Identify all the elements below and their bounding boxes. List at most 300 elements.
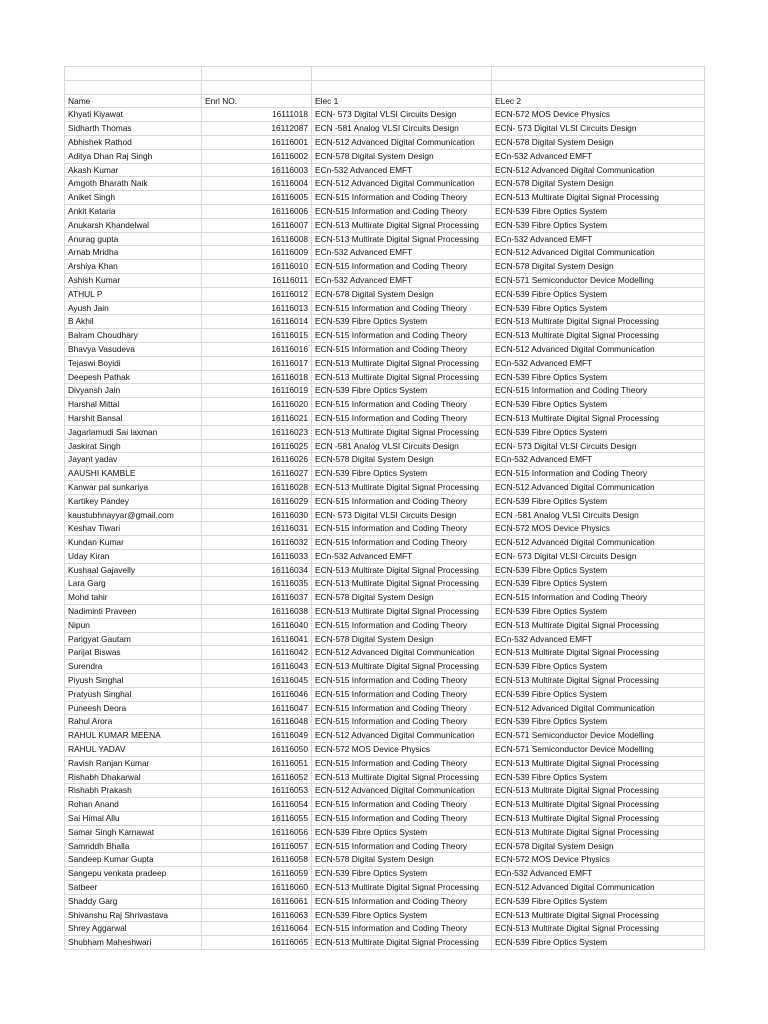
student-name-cell: Sandeep Kumar Gupta	[65, 853, 202, 867]
spreadsheet-table	[64, 66, 705, 950]
table-row	[65, 729, 705, 743]
elective-2-cell: ECN-513 Multirate Digital Signal Processing	[492, 191, 705, 205]
elective-2-cell: ECN-578 Digital System Design	[492, 260, 705, 274]
table-row	[65, 522, 705, 536]
elective-2-cell: ECN-571 Semiconductor Device Modelling	[492, 743, 705, 757]
elective-2-cell: ECN-513 Multirate Digital Signal Processing	[492, 825, 705, 839]
enrollment-number-cell: 16116058	[202, 853, 312, 867]
student-name-cell: Pratyush Singhal	[65, 687, 202, 701]
student-name-cell: AAUSHI KAMBLE	[65, 467, 202, 481]
elective-1-cell: ECn-532 Advanced EMFT	[312, 246, 492, 260]
elective-2-cell: ECN-578 Digital System Design	[492, 135, 705, 149]
table-row	[65, 273, 705, 287]
elective-2-cell: ECN-513 Multirate Digital Signal Processing	[492, 798, 705, 812]
student-name-cell: Ankit Kataria	[65, 204, 202, 218]
enrollment-number-cell: 16116041	[202, 632, 312, 646]
enrollment-number-cell: 16116010	[202, 260, 312, 274]
enrollment-number-cell: 16116026	[202, 453, 312, 467]
student-name-cell: RAHUL YADAV	[65, 743, 202, 757]
enrollment-number-cell: 16116049	[202, 729, 312, 743]
elective-2-cell: ECN-513 Multirate Digital Signal Processing	[492, 674, 705, 688]
table-row	[65, 743, 705, 757]
student-name-cell: Ravish Ranjan Kumar	[65, 756, 202, 770]
elective-2-cell: ECN-513 Multirate Digital Signal Processing	[492, 411, 705, 425]
student-name-cell: kaustubhnayyar@gmail.com	[65, 508, 202, 522]
table-row	[65, 425, 705, 439]
student-name-cell: Satbeer	[65, 881, 202, 895]
elective-2-cell: ECN-539 Fibre Optics System	[492, 577, 705, 591]
elective-1-cell: ECN-513 Multirate Digital Signal Processing	[312, 605, 492, 619]
enrollment-number-cell: 16116046	[202, 687, 312, 701]
elective-2-cell: ECN-513 Multirate Digital Signal Processing	[492, 922, 705, 936]
table-row	[65, 536, 705, 550]
elective-2-cell: ECN-512 Advanced Digital Communication	[492, 881, 705, 895]
enrollment-number-cell: 16116016	[202, 342, 312, 356]
enrollment-number-cell: 16116001	[202, 135, 312, 149]
student-name-cell: Ashish Kumar	[65, 273, 202, 287]
elective-2-cell: ECN-539 Fibre Optics System	[492, 204, 705, 218]
elective-1-cell: ECN-539 Fibre Optics System	[312, 825, 492, 839]
student-name-cell: Mohd tahir	[65, 591, 202, 605]
elective-1-cell: ECN-515 Information and Coding Theory	[312, 798, 492, 812]
enrollment-number-cell: 16116004	[202, 177, 312, 191]
table-row	[65, 591, 705, 605]
elective-1-cell: ECN -581 Analog VLSI Circuits Design	[312, 122, 492, 136]
table-row	[65, 674, 705, 688]
student-name-cell: Rishabh Dhakarwal	[65, 770, 202, 784]
student-name-cell: Kanwar pal sunkariya	[65, 480, 202, 494]
elective-1-cell: ECN-515 Information and Coding Theory	[312, 701, 492, 715]
elective-1-cell: ECN-515 Information and Coding Theory	[312, 894, 492, 908]
student-name-cell: Surendra	[65, 660, 202, 674]
enrollment-number-cell: 16116053	[202, 784, 312, 798]
elective-1-cell: ECN-515 Information and Coding Theory	[312, 687, 492, 701]
elective-2-cell: ECN- 573 Digital VLSI Circuits Design	[492, 549, 705, 563]
header-row	[65, 94, 705, 108]
elective-2-cell: ECN-512 Advanced Digital Communication	[492, 536, 705, 550]
student-name-cell: Amgoth Bharath Naik	[65, 177, 202, 191]
student-name-cell: Jayant yadav	[65, 453, 202, 467]
elective-1-cell: ECN-513 Multirate Digital Signal Processing	[312, 577, 492, 591]
student-name-cell: Harshal Mittal	[65, 398, 202, 412]
elective-2-cell: ECn-532 Advanced EMFT	[492, 453, 705, 467]
elective-2-cell: ECN- 573 Digital VLSI Circuits Design	[492, 439, 705, 453]
elective-1-cell: ECN-512 Advanced Digital Communication	[312, 784, 492, 798]
elective-2-cell: ECN-539 Fibre Optics System	[492, 894, 705, 908]
enrollment-number-cell: 16116061	[202, 894, 312, 908]
student-name-cell: Rishabh Prakash	[65, 784, 202, 798]
table-row	[65, 370, 705, 384]
elective-1-cell: ECN-515 Information and Coding Theory	[312, 411, 492, 425]
table-row	[65, 508, 705, 522]
table-row	[65, 715, 705, 729]
enrollment-number-cell: 16116060	[202, 881, 312, 895]
enrollment-number-cell: 16116029	[202, 494, 312, 508]
table-row	[65, 287, 705, 301]
table-row	[65, 756, 705, 770]
elective-1-cell: ECN-515 Information and Coding Theory	[312, 839, 492, 853]
student-name-cell: Jaskirat Singh	[65, 439, 202, 453]
enrollment-number-cell: 16116005	[202, 191, 312, 205]
enrollment-number-cell: 16116056	[202, 825, 312, 839]
table-row	[65, 867, 705, 881]
table-row	[65, 149, 705, 163]
enrollment-number-cell: 16116051	[202, 756, 312, 770]
elective-2-cell: ECN-571 Semiconductor Device Modelling	[492, 729, 705, 743]
table-row	[65, 398, 705, 412]
elective-2-cell: ECN- 573 Digital VLSI Circuits Design	[492, 122, 705, 136]
elective-2-cell: ECn-532 Advanced EMFT	[492, 149, 705, 163]
enrollment-number-cell: 16116006	[202, 204, 312, 218]
elective-1-cell: ECN-539 Fibre Optics System	[312, 315, 492, 329]
student-name-cell: Khyati Kiyawat	[65, 108, 202, 122]
enrollment-number-cell: 16112087	[202, 122, 312, 136]
enrollment-number-cell: 16116052	[202, 770, 312, 784]
student-name-cell: Kundan Kumar	[65, 536, 202, 550]
elective-1-cell: ECN -581 Analog VLSI Circuits Design	[312, 439, 492, 453]
elective-1-cell: ECN-578 Digital System Design	[312, 149, 492, 163]
enrollment-number-cell: 16116057	[202, 839, 312, 853]
elective-2-cell: ECN-539 Fibre Optics System	[492, 660, 705, 674]
elective-2-cell: ECN-539 Fibre Optics System	[492, 770, 705, 784]
elective-2-cell: ECN-539 Fibre Optics System	[492, 563, 705, 577]
student-name-cell: Abhishek Rathod	[65, 135, 202, 149]
elective-2-cell: ECN-513 Multirate Digital Signal Processing	[492, 329, 705, 343]
elective-1-cell: ECN-578 Digital System Design	[312, 632, 492, 646]
header-elective-1: Elec 1	[312, 94, 492, 108]
elective-1-cell: ECN-515 Information and Coding Theory	[312, 494, 492, 508]
elective-2-cell: ECN-512 Advanced Digital Communication	[492, 480, 705, 494]
elective-1-cell: ECN-513 Multirate Digital Signal Processing	[312, 356, 492, 370]
elective-2-cell: ECN-515 Information and Coding Theory	[492, 467, 705, 481]
enrollment-number-cell: 16116013	[202, 301, 312, 315]
table-row	[65, 687, 705, 701]
student-name-cell: Piyush Singhal	[65, 674, 202, 688]
table-row	[65, 494, 705, 508]
table-row	[65, 618, 705, 632]
table-row	[65, 853, 705, 867]
elective-2-cell: ECN-571 Semiconductor Device Modelling	[492, 273, 705, 287]
student-name-cell: Balram Choudhary	[65, 329, 202, 343]
table-row	[65, 632, 705, 646]
enrollment-number-cell: 16116063	[202, 908, 312, 922]
elective-1-cell: ECN-515 Information and Coding Theory	[312, 398, 492, 412]
elective-2-cell: ECN-512 Advanced Digital Communication	[492, 701, 705, 715]
empty-cell	[492, 80, 705, 94]
elective-1-cell: ECN-513 Multirate Digital Signal Processing	[312, 881, 492, 895]
student-name-cell: Samriddh Bhalla	[65, 839, 202, 853]
elective-2-cell: ECN-513 Multirate Digital Signal Processing	[492, 812, 705, 826]
student-name-cell: Lara Garg	[65, 577, 202, 591]
student-name-cell: Shaddy Garg	[65, 894, 202, 908]
header-elective-2: ELec 2	[492, 94, 705, 108]
student-name-cell: Anurag gupta	[65, 232, 202, 246]
table-row	[65, 770, 705, 784]
elective-1-cell: ECN-515 Information and Coding Theory	[312, 756, 492, 770]
student-name-cell: Nipun	[65, 618, 202, 632]
student-name-cell: Anukarsh Khandelwal	[65, 218, 202, 232]
enrollment-number-cell: 16116023	[202, 425, 312, 439]
table-row	[65, 329, 705, 343]
enrollment-number-cell: 16116017	[202, 356, 312, 370]
elective-2-cell: ECN-513 Multirate Digital Signal Processing	[492, 315, 705, 329]
elective-1-cell: ECN-578 Digital System Design	[312, 853, 492, 867]
table-row	[65, 246, 705, 260]
student-name-cell: Kartikey Pandey	[65, 494, 202, 508]
enrollment-number-cell: 16116045	[202, 674, 312, 688]
elective-1-cell: ECn-532 Advanced EMFT	[312, 163, 492, 177]
elective-1-cell: ECn-532 Advanced EMFT	[312, 549, 492, 563]
table-row	[65, 881, 705, 895]
table-row	[65, 839, 705, 853]
empty-cell	[492, 67, 705, 81]
student-name-cell: Sidharth Thomas	[65, 122, 202, 136]
enrollment-number-cell: 16116007	[202, 218, 312, 232]
elective-1-cell: ECN-512 Advanced Digital Communication	[312, 135, 492, 149]
empty-cell	[312, 80, 492, 94]
elective-2-cell: ECN -581 Analog VLSI Circuits Design	[492, 508, 705, 522]
table-row	[65, 467, 705, 481]
elective-2-cell: ECN-512 Advanced Digital Communication	[492, 246, 705, 260]
elective-2-cell: ECN-513 Multirate Digital Signal Processing	[492, 756, 705, 770]
elective-2-cell: ECn-532 Advanced EMFT	[492, 867, 705, 881]
enrollment-number-cell: 16116048	[202, 715, 312, 729]
enrollment-number-cell: 16116043	[202, 660, 312, 674]
enrollment-number-cell: 16116020	[202, 398, 312, 412]
student-name-cell: Keshav Tiwari	[65, 522, 202, 536]
enrollment-number-cell: 16116019	[202, 384, 312, 398]
enrollment-number-cell: 16116014	[202, 315, 312, 329]
elective-1-cell: ECN- 573 Digital VLSI Circuits Design	[312, 108, 492, 122]
elective-2-cell: ECN-513 Multirate Digital Signal Processing	[492, 784, 705, 798]
table-row	[65, 894, 705, 908]
elective-2-cell: ECN-515 Information and Coding Theory	[492, 591, 705, 605]
enrollment-number-cell: 16116042	[202, 646, 312, 660]
elective-1-cell: ECN-515 Information and Coding Theory	[312, 191, 492, 205]
table-row	[65, 798, 705, 812]
empty-cell	[65, 80, 202, 94]
table-row	[65, 384, 705, 398]
table-row	[65, 646, 705, 660]
elective-1-cell: ECN-513 Multirate Digital Signal Processing	[312, 425, 492, 439]
table-row	[65, 453, 705, 467]
table-row	[65, 218, 705, 232]
table-row	[65, 260, 705, 274]
elective-1-cell: ECN-539 Fibre Optics System	[312, 867, 492, 881]
enrollment-number-cell: 16116031	[202, 522, 312, 536]
elective-1-cell: ECN-515 Information and Coding Theory	[312, 342, 492, 356]
student-name-cell: Aditya Dhan Raj Singh	[65, 149, 202, 163]
student-name-cell: Bhavya Vasudeva	[65, 342, 202, 356]
table-row	[65, 701, 705, 715]
enrollment-number-cell: 16116038	[202, 605, 312, 619]
table-row	[65, 411, 705, 425]
elective-2-cell: ECN-512 Advanced Digital Communication	[492, 342, 705, 356]
enrollment-number-cell: 16116064	[202, 922, 312, 936]
enrollment-number-cell: 16116027	[202, 467, 312, 481]
student-name-cell: Rahul Arora	[65, 715, 202, 729]
elective-1-cell: ECN-512 Advanced Digital Communication	[312, 729, 492, 743]
table-row	[65, 812, 705, 826]
elective-2-cell: ECN-539 Fibre Optics System	[492, 398, 705, 412]
elective-2-cell: ECN-515 Information and Coding Theory	[492, 384, 705, 398]
student-name-cell: Jagarlamudi Sai laxman	[65, 425, 202, 439]
elective-1-cell: ECN-515 Information and Coding Theory	[312, 674, 492, 688]
enrollment-number-cell: 16116040	[202, 618, 312, 632]
student-name-cell: Parigyat Gautam	[65, 632, 202, 646]
student-name-cell: Shivanshu Raj Shrivastava	[65, 908, 202, 922]
enrollment-number-cell: 16116065	[202, 936, 312, 950]
header-enrollment-number: Enrl NO.	[202, 94, 312, 108]
enrollment-number-cell: 16116030	[202, 508, 312, 522]
student-name-cell: Harshit Bansal	[65, 411, 202, 425]
elective-1-cell: ECN-539 Fibre Optics System	[312, 908, 492, 922]
empty-cell	[202, 67, 312, 81]
table-row	[65, 356, 705, 370]
enrollment-number-cell: 16116018	[202, 370, 312, 384]
enrollment-number-cell: 16116003	[202, 163, 312, 177]
enrollment-number-cell: 16116002	[202, 149, 312, 163]
elective-2-cell: ECN-578 Digital System Design	[492, 177, 705, 191]
elective-1-cell: ECn-532 Advanced EMFT	[312, 273, 492, 287]
elective-1-cell: ECN-578 Digital System Design	[312, 591, 492, 605]
table-row	[65, 163, 705, 177]
empty-cell	[312, 67, 492, 81]
elective-2-cell: ECN-572 MOS Device Physics	[492, 522, 705, 536]
elective-2-cell: ECN-539 Fibre Optics System	[492, 687, 705, 701]
table-row	[65, 204, 705, 218]
elective-1-cell: ECN-513 Multirate Digital Signal Processing	[312, 563, 492, 577]
student-name-cell: Aniket Singh	[65, 191, 202, 205]
table-row	[65, 605, 705, 619]
elective-2-cell: ECN-572 MOS Device Physics	[492, 108, 705, 122]
elective-1-cell: ECN-513 Multirate Digital Signal Processing	[312, 370, 492, 384]
student-name-cell: Parijat Biswas	[65, 646, 202, 660]
student-name-cell: Sai Himal Allu	[65, 812, 202, 826]
enrollment-number-cell: 16116055	[202, 812, 312, 826]
student-name-cell: Puneesh Deora	[65, 701, 202, 715]
enrollment-number-cell: 16116025	[202, 439, 312, 453]
elective-2-cell: ECN-539 Fibre Optics System	[492, 494, 705, 508]
enrollment-number-cell: 16116028	[202, 480, 312, 494]
elective-1-cell: ECN-515 Information and Coding Theory	[312, 618, 492, 632]
table-row	[65, 908, 705, 922]
elective-2-cell: ECN-539 Fibre Optics System	[492, 715, 705, 729]
table-row	[65, 232, 705, 246]
enrollment-number-cell: 16116032	[202, 536, 312, 550]
elective-1-cell: ECN-572 MOS Device Physics	[312, 743, 492, 757]
elective-2-cell: ECN-539 Fibre Optics System	[492, 425, 705, 439]
student-name-cell: Shrey Aggarwal	[65, 922, 202, 936]
table-row	[65, 122, 705, 136]
student-name-cell: Uday Kiran	[65, 549, 202, 563]
table-row	[65, 439, 705, 453]
enrollment-number-cell: 16116037	[202, 591, 312, 605]
empty-row	[65, 67, 705, 81]
enrollment-number-cell: 16116059	[202, 867, 312, 881]
elective-2-cell: ECN-539 Fibre Optics System	[492, 936, 705, 950]
student-name-cell: Akash Kumar	[65, 163, 202, 177]
elective-1-cell: ECN-512 Advanced Digital Communication	[312, 646, 492, 660]
student-name-cell: ATHUL P	[65, 287, 202, 301]
student-name-cell: Kushaal Gajavelly	[65, 563, 202, 577]
elective-1-cell: ECN-515 Information and Coding Theory	[312, 922, 492, 936]
elective-1-cell: ECN-513 Multirate Digital Signal Processing	[312, 660, 492, 674]
elective-1-cell: ECN-515 Information and Coding Theory	[312, 260, 492, 274]
table-row	[65, 480, 705, 494]
table-row	[65, 784, 705, 798]
enrollment-number-cell: 16116011	[202, 273, 312, 287]
elective-1-cell: ECN-515 Information and Coding Theory	[312, 536, 492, 550]
enrollment-number-cell: 16111018	[202, 108, 312, 122]
student-name-cell: RAHUL KUMAR MEENA	[65, 729, 202, 743]
student-name-cell: Nadiminti Praveen	[65, 605, 202, 619]
elective-2-cell: ECn-532 Advanced EMFT	[492, 232, 705, 246]
student-name-cell: Arnab Mridha	[65, 246, 202, 260]
elective-2-cell: ECN-539 Fibre Optics System	[492, 287, 705, 301]
table-row	[65, 315, 705, 329]
student-name-cell: Samar Singh Karnawat	[65, 825, 202, 839]
student-name-cell: Tejaswi Boyidi	[65, 356, 202, 370]
elective-1-cell: ECN-515 Information and Coding Theory	[312, 329, 492, 343]
student-name-cell: Divyansh Jain	[65, 384, 202, 398]
table-row	[65, 342, 705, 356]
elective-2-cell: ECN-539 Fibre Optics System	[492, 301, 705, 315]
enrollment-number-cell: 16116054	[202, 798, 312, 812]
elective-1-cell: ECN-539 Fibre Optics System	[312, 384, 492, 398]
elective-1-cell: ECN-515 Information and Coding Theory	[312, 204, 492, 218]
elective-2-cell: ECn-532 Advanced EMFT	[492, 356, 705, 370]
elective-1-cell: ECN-578 Digital System Design	[312, 287, 492, 301]
enrollment-number-cell: 16116047	[202, 701, 312, 715]
student-name-cell: Deepesh Pathak	[65, 370, 202, 384]
student-name-cell: B Akhil	[65, 315, 202, 329]
elective-1-cell: ECN-515 Information and Coding Theory	[312, 812, 492, 826]
elective-1-cell: ECN-513 Multirate Digital Signal Processing	[312, 770, 492, 784]
empty-row	[65, 80, 705, 94]
student-name-cell: Arshiya Khan	[65, 260, 202, 274]
table-row	[65, 191, 705, 205]
empty-cell	[202, 80, 312, 94]
elective-1-cell: ECN- 573 Digital VLSI Circuits Design	[312, 508, 492, 522]
student-name-cell: Sangepu venkata pradeep	[65, 867, 202, 881]
elective-1-cell: ECN-539 Fibre Optics System	[312, 467, 492, 481]
table-row	[65, 922, 705, 936]
table-row	[65, 577, 705, 591]
enrollment-number-cell: 16116034	[202, 563, 312, 577]
enrollment-number-cell: 16116012	[202, 287, 312, 301]
table-row	[65, 936, 705, 950]
elective-2-cell: ECn-532 Advanced EMFT	[492, 632, 705, 646]
elective-2-cell: ECN-539 Fibre Optics System	[492, 605, 705, 619]
enrollment-number-cell: 16116021	[202, 411, 312, 425]
elective-1-cell: ECN-513 Multirate Digital Signal Processing	[312, 936, 492, 950]
elective-2-cell: ECN-539 Fibre Optics System	[492, 218, 705, 232]
elective-1-cell: ECN-515 Information and Coding Theory	[312, 715, 492, 729]
elective-1-cell: ECN-512 Advanced Digital Communication	[312, 177, 492, 191]
elective-2-cell: ECN-513 Multirate Digital Signal Processing	[492, 618, 705, 632]
spreadsheet-body	[65, 67, 705, 950]
table-row	[65, 825, 705, 839]
table-row	[65, 549, 705, 563]
elective-1-cell: ECN-515 Information and Coding Theory	[312, 301, 492, 315]
elective-2-cell: ECN-513 Multirate Digital Signal Processing	[492, 908, 705, 922]
enrollment-number-cell: 16116035	[202, 577, 312, 591]
table-row	[65, 301, 705, 315]
enrollment-number-cell: 16116009	[202, 246, 312, 260]
header-name: Name	[65, 94, 202, 108]
elective-2-cell: ECN-572 MOS Device Physics	[492, 853, 705, 867]
